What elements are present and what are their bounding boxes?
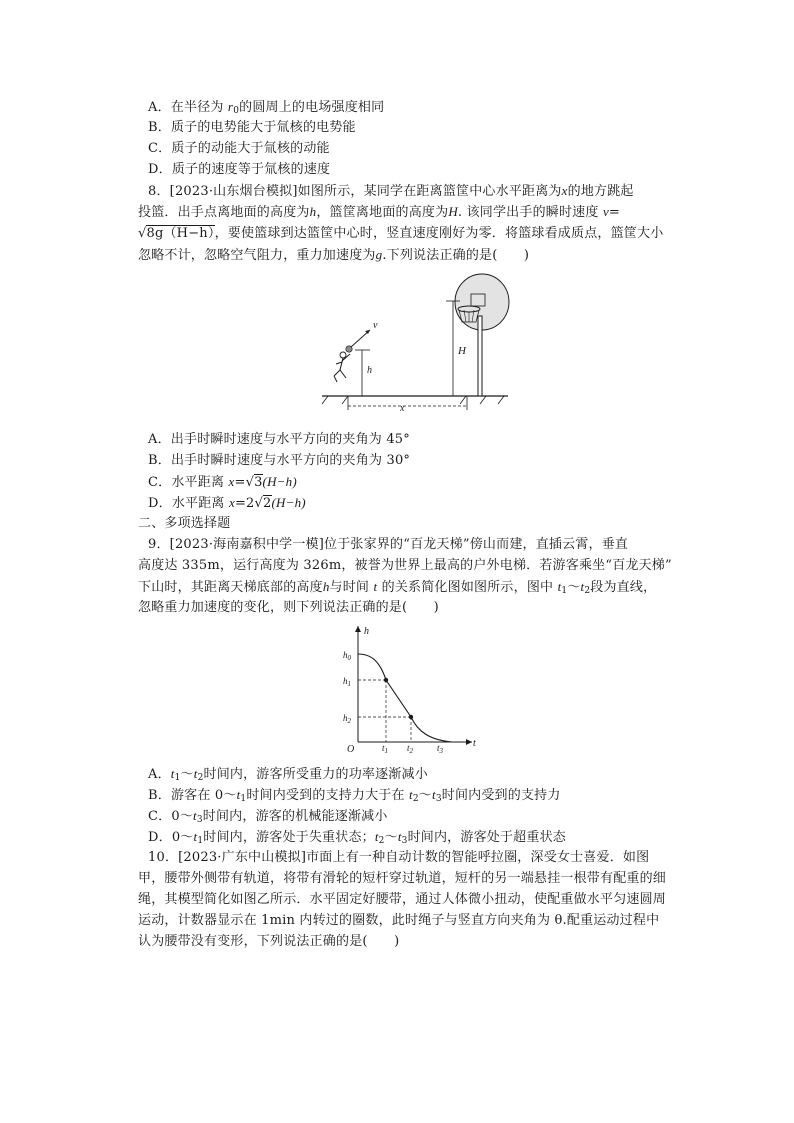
person-head [340,352,346,358]
origin-label: O [347,744,355,754]
q10-line5: 认为腰带没有变形，下列说法正确的是( ) [138,934,400,949]
q10-line4: 运动，计数器显示在 1min 内转过的圈数，此时绳子与竖直方向夹角为 θ.配重运动过程中 [138,913,660,928]
t-axis-label: t [473,738,476,749]
q7-option-a: A．在半径为 $r_0$的圆周上的电场强度相同 [148,99,385,116]
section-heading: 二、多项选择题 [138,516,231,531]
q9-option-c: C．$0\sim t_3$时间内，游客的机械能逐渐减小 [148,808,388,825]
q9-line1: 9．[2023·海南嘉积中学一模]位于张家界的“百龙天梯”傍山而建，直插云霄，垂直 [148,537,629,552]
tick-h1: $h_1$ [343,676,351,688]
q9-line3: 下山时，其距离天梯底部的高度h与时间 t 的关系简化图如图所示，图中 $t_1\sim t_2$段为直线， [138,579,657,596]
point-t1-h1 [384,678,388,682]
q8-option-b: B．出手时瞬时速度与水平方向的夹角为 30° [148,453,411,468]
label-x: x [400,403,405,412]
label-v: v [373,320,378,331]
q10-line2: 甲，腰带外侧带有轨道，将带有滑轮的短杆穿过轨道，短杆的另一端悬挂一根带有配重的细 [138,871,667,886]
label-h: h [367,365,372,376]
q8-option-c: C．水平距离 x=√3(H−h) [148,474,297,490]
q9-option-a: A．$t_1\sim t_2$时间内，游客所受重力的功率逐渐减小 [148,766,428,783]
q8-option-a: A．出手时瞬时速度与水平方向的夹角为 45° [148,432,410,447]
h-t-curve [358,654,452,742]
tick-t3: $t_3$ [437,743,444,754]
q8-line3: √8g（H−h），要使篮球到达篮筐中心时，竖直速度刚好为零．将篮球看成质点，篮筐大小 [138,226,664,241]
basketball-figure [318,272,512,412]
tick-t1: $t_1$ [382,743,389,754]
h-t-graph [338,622,480,754]
q8-line1: 8．[2023·山东烟台模拟]如图所示，某同学在距离篮筐中心水平距离为x的地方跳起 [148,183,634,199]
q7-option-c: C．质子的动能大于氚核的动能 [148,141,330,156]
q9-line2: 高度达 335m，运行高度为 326m，被誉为世界上最高的户外电梯．若游客乘坐“百龙天梯” [138,558,672,573]
q8-line4: 忽略不计，忽略空气阻力，重力加速度为g.下列说法正确的是( ) [138,247,530,263]
q8-line2: 投篮．出手点离地面的高度为h，篮筐离地面的高度为H. 该同学出手的瞬时速度 v= [138,204,621,220]
h-axis-label: h [364,626,369,637]
pole [478,316,482,396]
q10-line3: 绳，其模型简化如图乙所示．水平固定好腰带，通过人体微小扭动，使配重做水平匀速圆周 [138,892,667,907]
tick-h0: $h_0$ [343,650,351,662]
label-H: H [458,345,466,357]
q7-option-b: B．质子的电势能大于氚核的电势能 [148,120,356,135]
q8-option-d: D．水平距离 x=2√2(H−h) [148,495,306,511]
q9-option-b: B．游客在 $0\sim t_1$时间内受到的支持力大于在 $t_2\sim t_3$时间内受到的支持力 [148,787,561,804]
q9-line4: 忽略重力加速度的变化，则下列说法正确的是( ) [138,600,439,615]
q9-option-d: D．$0\sim t_1$时间内，游客处于失重状态；$t_2\sim t_3$时间内，游客处于超重状态 [148,829,566,846]
point-t2-h2 [409,715,413,719]
q10-line1: 10．[2023·广东中山模拟]市面上有一种自动计数的智能呼拉圈，深受女士喜爱．如图 [148,850,650,865]
tick-t2: $t_2$ [407,743,414,754]
q7-option-d: D．质子的速度等于氚核的速度 [148,162,331,177]
tick-h2: $h_2$ [343,713,351,725]
